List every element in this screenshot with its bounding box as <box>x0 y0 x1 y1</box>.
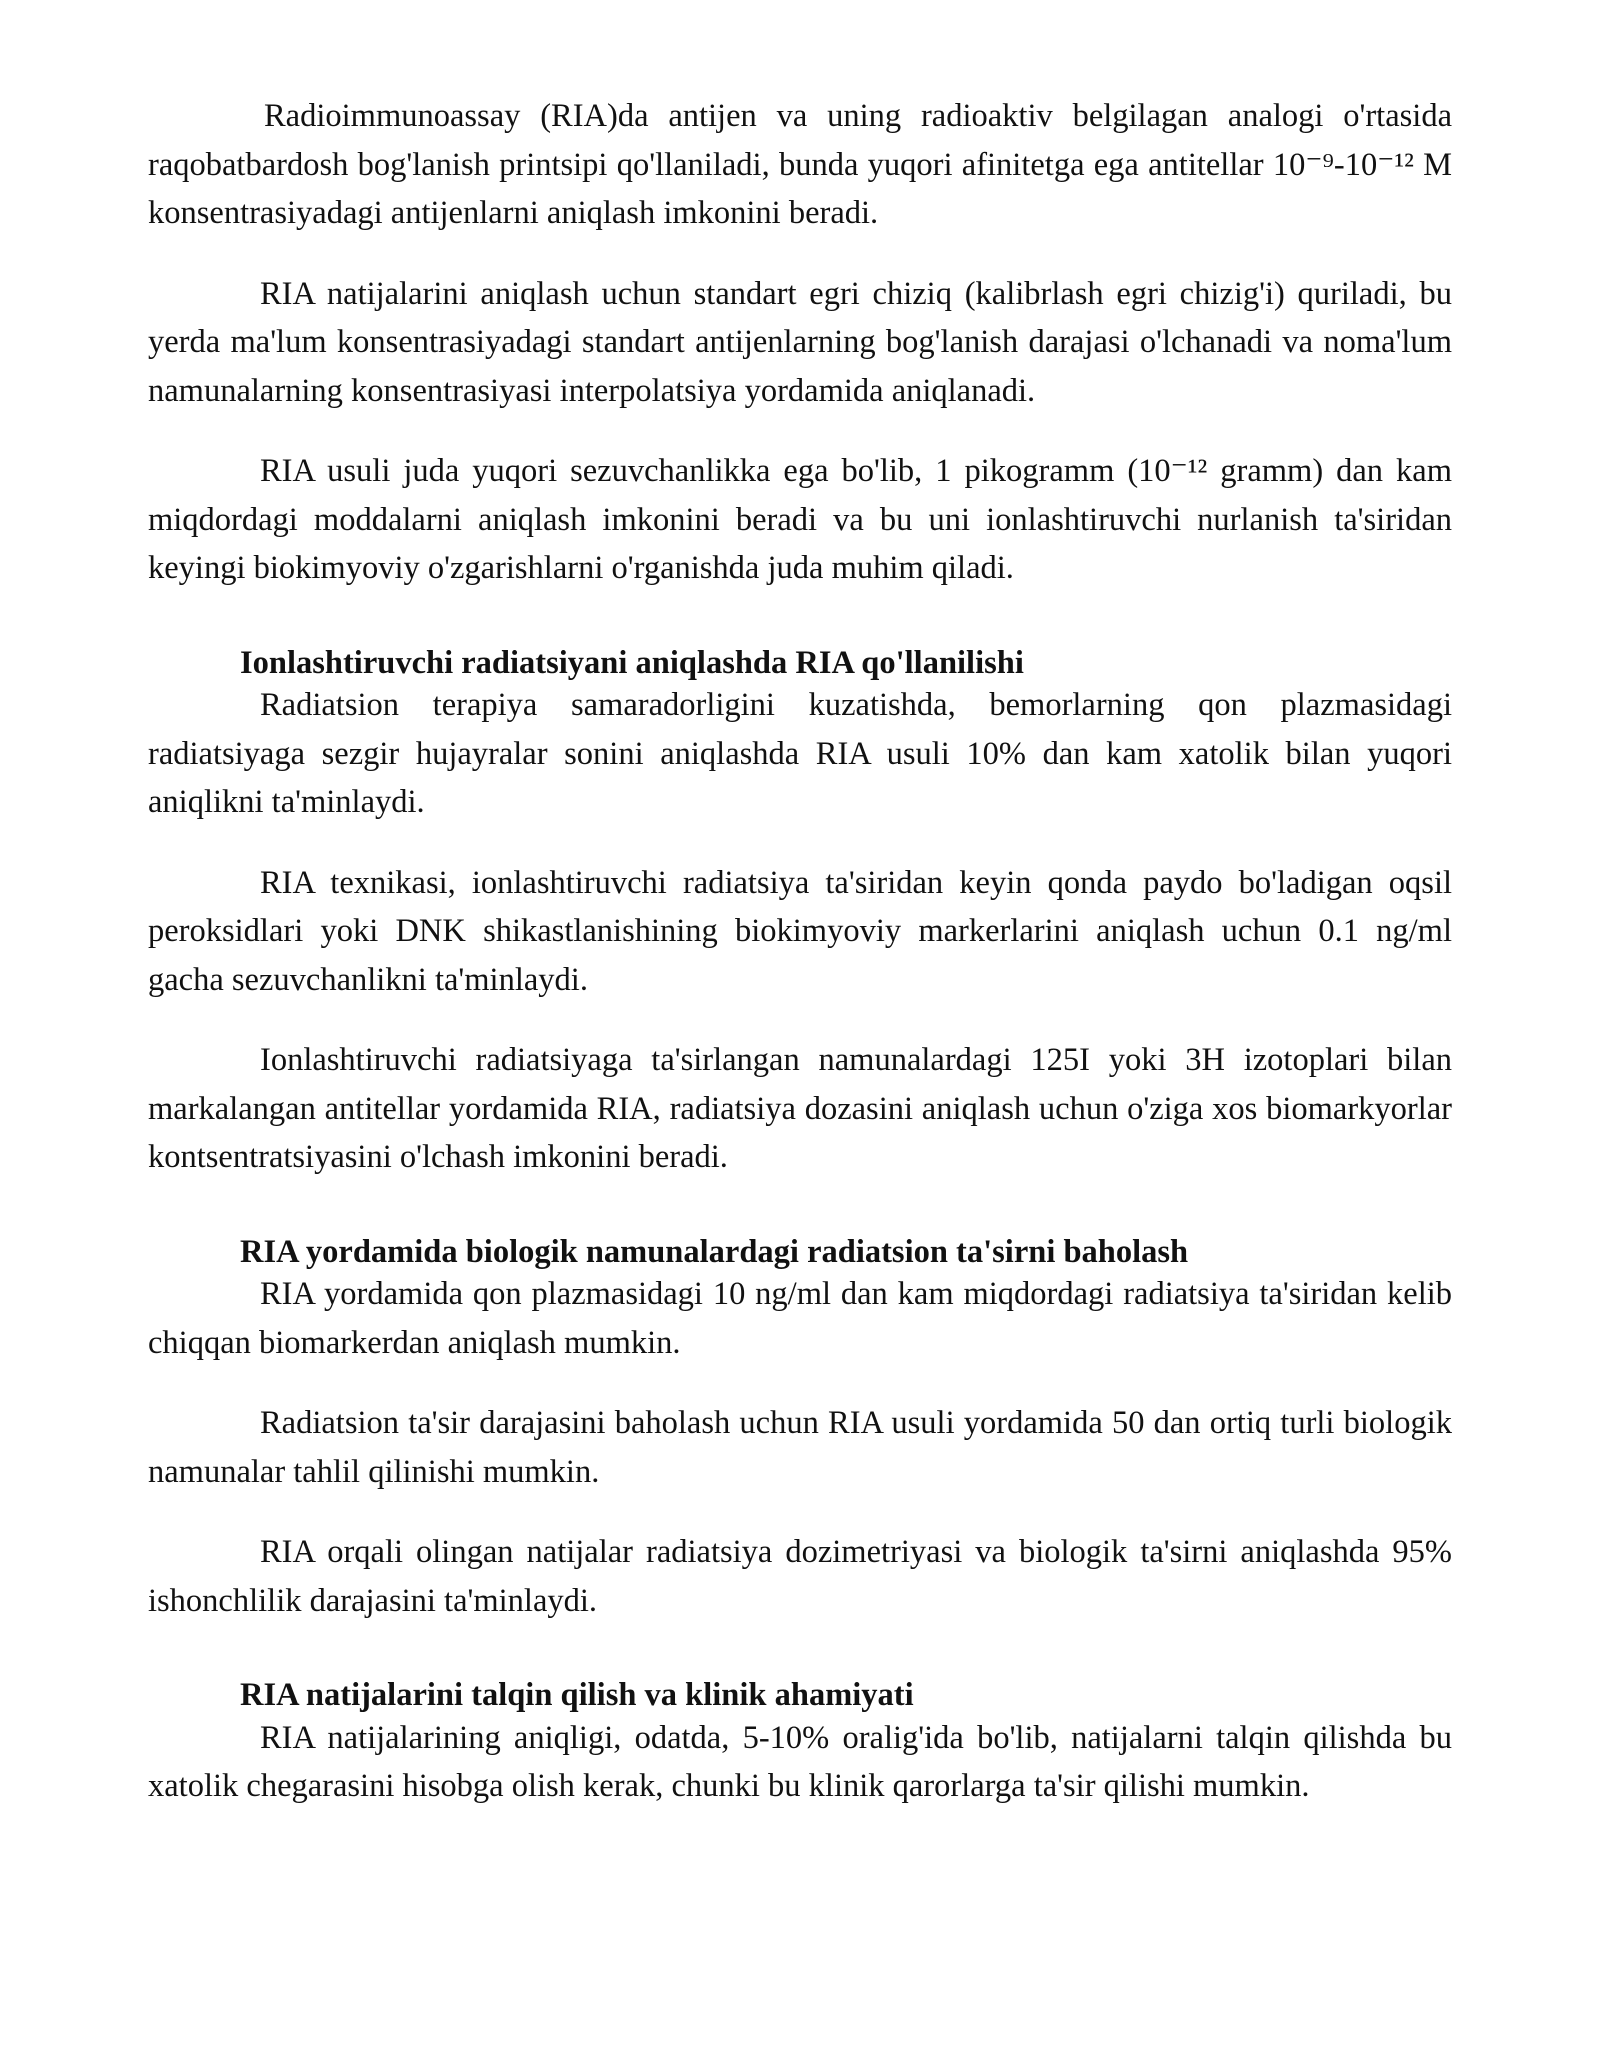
section-heading-interpretation: RIA natijalarini talqin qilish va klinik ahamiyati <box>240 1677 914 1713</box>
document-page <box>148 92 1452 1843</box>
paragraph-sensitivity: RIA usuli juda yuqori sezuvchanlikka ega bo'lib, 1 pikogramm (10⁻¹² gramm) dan kam miqdordagi moddalarni aniqlash imkonini beradi va bu uni ionlashtiruvchi nurlanish ta'siridan keyingi biokimyoviy o'zgarishlarni o'rganishda juda muhim qiladi. <box>148 453 1452 586</box>
paragraph-plasma-biomarker: RIA yordamida qon plazmasidagi 10 ng/ml dan kam miqdordagi radiatsiya ta'siridan kelib chiqqan biomarkerdan aniqlash mumkin. <box>148 1276 1452 1361</box>
paragraph-reliability: RIA orqali olingan natijalar radiatsiya dozimetriyasi va biologik ta'sirni aniqlashda 95% ishonchlilik darajasini ta'minlaydi. <box>148 1534 1452 1619</box>
paragraph-calibration-curve: RIA natijalarini aniqlash uchun standart egri chiziq (kalibrlash egri chizig'i) quriladi, bu yerda ma'lum konsentrasiyadagi standart antijenlarning bog'lanish darajasi o'lchanadi va noma'lum namunalarning konsentrasiyasi interpolatsiya yordamida aniqlanadi. <box>148 275 1452 409</box>
paragraph-ria-principle: Radioimmunoassay (RIA)da antijen va uning radioaktiv belgilagan analogi o'rtasida raqobatbardosh bog'lanish printsipi qo'llaniladi, bunda yuqori afinitetga ega antitellar 10⁻⁹-10⁻¹² M konsentrasiyadagi antijenlarni aniqlash imkonini beradi. <box>148 98 1452 231</box>
paragraph-isotopes: Ionlashtiruvchi radiatsiyaga ta'sirlangan namunalardagi 125I yoki 3H izotoplari bilan markalangan antitellar yordamida RIA, radiatsiya dozasini aniqlash uchun o'ziga xos biomarkyorlar kontsentratsiyasini o'lchash imkonini beradi. <box>148 1042 1452 1175</box>
paragraph-radiation-therapy: Radiatsion terapiya samaradorligini kuzatishda, bemorlarning qon plazmasidagi radiatsiyaga sezgir hujayralar sonini aniqlashda RIA usuli 10% dan kam xatolik bilan yuqori aniqlikni ta'minlaydi. <box>148 687 1452 820</box>
paragraph-accuracy: RIA natijalarining aniqligi, odatda, 5-10% oralig'ida bo'lib, natijalarni talqin qilishda bu xatolik chegarasini hisobga olish kerak, chunki bu klinik qarorlarga ta'sir qilishi mumkin. <box>148 1719 1452 1804</box>
section-heading-radiation-detection: Ionlashtiruvchi radiatsiyani aniqlashda RIA qo'llanilishi <box>240 644 1024 681</box>
section-heading-biological-samples: RIA yordamida biologik namunalardagi radiatsion ta'sirni baholash <box>240 1233 1189 1270</box>
paragraph-sample-count: Radiatsion ta'sir darajasini baholash uchun RIA usuli yordamida 50 dan ortiq turli biologik namunalar tahlil qilinishi mumkin. <box>148 1405 1452 1490</box>
paragraph-ria-technique: RIA texnikasi, ionlashtiruvchi radiatsiya ta'siridan keyin qonda paydo bo'ladigan oqsil peroksidlari yoki DNK shikastlanishining biokimyoviy markerlarini aniqlash uchun 0.1 ng/ml gacha sezuvchanlikni ta'minlaydi. <box>148 864 1452 998</box>
